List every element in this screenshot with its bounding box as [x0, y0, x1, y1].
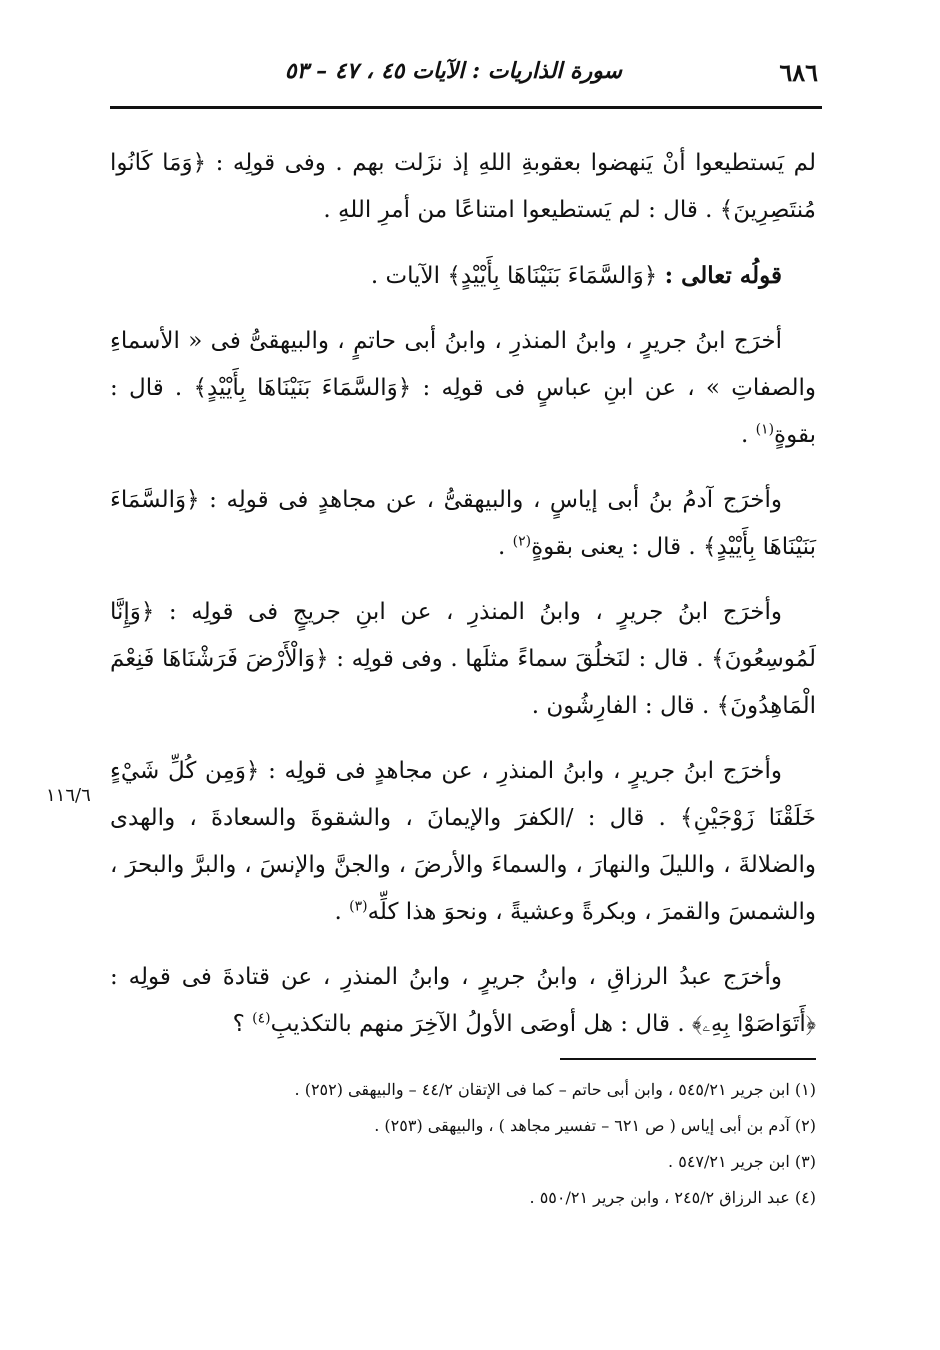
- footnote-1: (١) ابن جرير ٥٤٥/٢١ ، وابن أبى حاتم – كما فى الإتقان ٤٤/٢ – والبيهقى (٢٥٢) .: [294, 1080, 816, 1099]
- paragraph-3-text: أخرَج ابنُ جريرٍ ، وابنُ المنذرِ ، وابنُ أبى حاتمٍ ، والبيهقىُّ فى « الأسماءِ والصفاتِ » ، عن ابنِ عباسٍ فى قولِه : ﴿وَالسَّمَاءَ بَنَيْنَاهَا بِأَيْيْدٍ﴾ . قال : بقوةٍ: [110, 328, 816, 448]
- paragraph-4-tail: .: [498, 534, 513, 560]
- paragraph-6-text: وأخرَج ابنُ جريرٍ ، وابنُ المنذرِ ، عن مجاهدٍ فى قولِه : ﴿وَمِن كُلِّ شَيْءٍ خَلَقْنَا زَوْجَيْنِ﴾ . قال : /الكفرَ والإيمانَ ، والشقوةَ والسعادةَ ، والهدى والضلالةَ ، والليلَ والنهارَ ، والسماءَ والأرضَ ، والجنَّ والإنسَ ، والبرَّ والبحرَ ، والشمسَ والقمرَ ، وبكرةً وعشيةً ، ونحوَ هذا كلِّه: [110, 758, 816, 925]
- paragraph-3: [110, 318, 816, 459]
- footnote-2: (٢) آدم بن أبى إياس ( ص ٦٢١ – تفسير مجاهد ) ، والبيهقى (٢٥٣) .: [374, 1116, 816, 1135]
- page-number: ٦٨٦: [779, 58, 818, 87]
- paragraph-4: [110, 477, 816, 571]
- footnote-3: (٣) ابن جرير ٥٤٧/٢١ .: [668, 1152, 816, 1171]
- paragraph-2-lead: قولُه تعالى :: [664, 262, 782, 289]
- paragraph-4-text: وأخرَج آدمُ بنُ أبى إياسٍ ، والبيهقىُّ ، عن مجاهدٍ فى قولِه : ﴿وَالسَّمَاءَ بَنَيْنَاهَا بِأَيْيْدٍ﴾ . قال : يعنى بقوةٍ: [110, 487, 816, 560]
- paragraph-1: [110, 140, 816, 234]
- footnote-ref-4: (٤): [252, 1010, 271, 1027]
- paragraph-2-text: ﴿وَالسَّمَاءَ بَنَيْنَاهَا بِأَيْيْدٍ﴾ الآيات .: [370, 263, 665, 289]
- paragraph-6: [110, 748, 816, 936]
- footnote-ref-2: (٢): [512, 533, 532, 550]
- footnote-4: (٤) عبد الرزاق ٢٤٥/٢ ، وابن جرير ٥٥٠/٢١ .: [529, 1188, 816, 1207]
- paragraph-5: [110, 589, 816, 730]
- paragraph-7-text: وأخرَج عبدُ الرزاقِ ، وابنُ جريرٍ ، وابنُ المنذرِ ، عن قتادةَ فى قولِه : ﴿أَتَوَاصَوْا بِهِۦ﴾ . قال : هل أوصَى الأولُ الآخِرَ منهم بالتكذيبِ: [110, 964, 816, 1037]
- paragraph-3-tail: .: [740, 422, 756, 448]
- footnotes: [116, 1072, 816, 1216]
- footnote-separator: [560, 1058, 816, 1060]
- page-header: [112, 52, 818, 96]
- margin-volume-page-note: ١١٦/٦: [46, 785, 91, 806]
- footnote-ref-1: (١): [755, 421, 775, 438]
- paragraph-7-tail: ؟: [232, 1011, 253, 1037]
- paragraph-1-text: لم يَستطيعوا أنْ يَنهضوا بعقوبةِ اللهِ إذ نزَلت بهم . وفى قولِه : ﴿وَمَا كَانُوا مُنتَصِرِينَ﴾ . قال : لم يَستطيعوا امتناعًا من أمرِ اللهِ .: [110, 150, 816, 223]
- body-text: [110, 140, 816, 1066]
- paragraph-5-text: وأخرَج ابنُ جريرٍ ، وابنُ المنذرِ ، عن ابنِ جريجٍ فى قولِه : ﴿وَإِنَّا لَمُوسِعُونَ﴾ . قال : لنَخلُقَ سماءً مثلَها . وفى قولِه : ﴿وَالْأَرْضَ فَرَشْنَاهَا فَنِعْمَ الْمَاهِدُونَ﴾ . قال : الفارِشُون .: [110, 599, 816, 719]
- paragraph-7: [110, 954, 816, 1048]
- running-title: سورة الذاريات : الآيات ٤٥ ، ٤٧ – ٥٣: [284, 58, 622, 84]
- paragraph-2: [110, 252, 816, 300]
- header-rule: [110, 106, 822, 109]
- paragraph-6-tail: .: [334, 899, 350, 925]
- footnote-ref-3: (٣): [349, 898, 368, 915]
